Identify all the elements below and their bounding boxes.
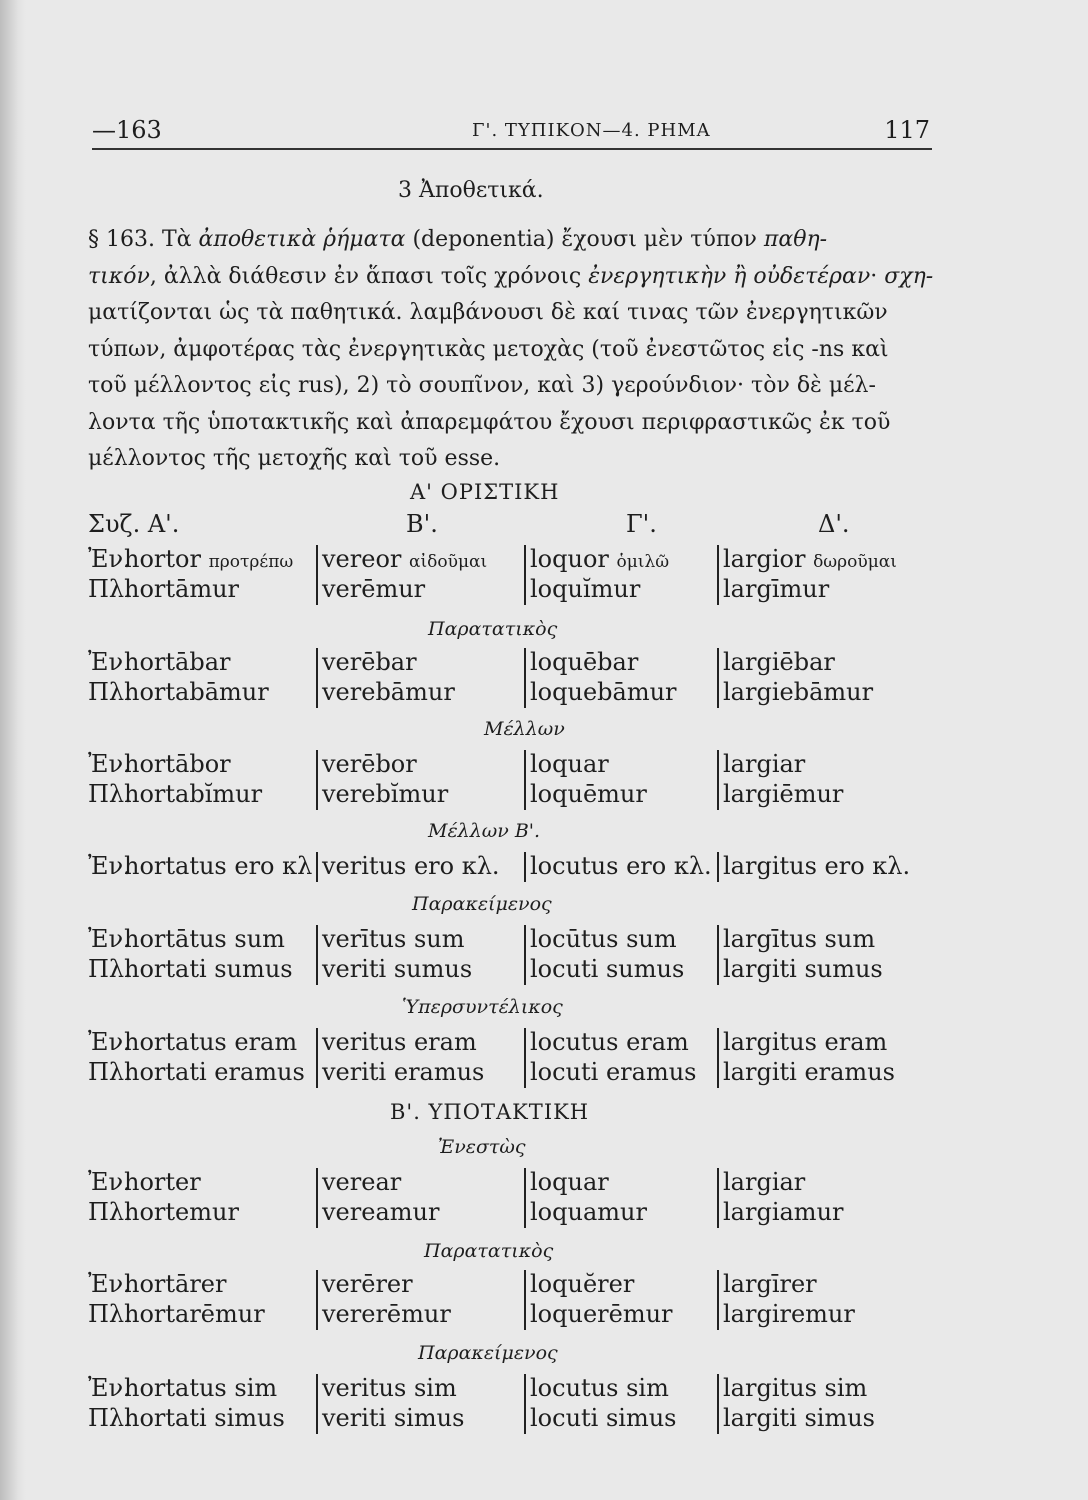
form-conj3: locutus sim [524,1374,669,1404]
form-conj1: hortabĭmur [124,780,263,808]
header-title: Γ'. ΤΥΠΙΚΟΝ—4. ΡΗΜΑ [472,120,711,141]
table-row [88,750,968,780]
tense-heading: Παρακείμενος [412,893,552,915]
mood-heading-subjunctive: Β'. ΥΠΟΤΑΚΤΙΚΗ [390,1100,590,1124]
form-conj1: hortatus ero κλ [124,852,313,880]
table-row [88,648,968,678]
tense-heading: Παρατατικὸς [428,618,558,640]
number-label: Πλ. [88,955,132,983]
form-conj3: locuti eramus [524,1058,697,1088]
table-row [88,575,968,605]
paragraph-line: τικόν, ἀλλὰ διάθεσιν ἐν ἅπασι τοῖς χρόνοις ἐνεργητικὴν ἢ οὐδετέραν· σχη- [88,263,934,289]
form-conj1: hortāmur [124,575,240,603]
form-conj1: hortati sumus [124,955,293,983]
page-number: 117 [884,116,930,144]
form-conj3: loquebāmur [524,678,677,708]
form-conj2: verear [316,1168,401,1198]
form-conj1: hortabāmur [124,678,269,706]
number-label: Ἐν. [88,545,131,573]
form-conj2: verēmur [316,575,425,605]
tense-heading: Ὑπερσυντέλικος [402,996,563,1018]
table-row [88,545,968,575]
form-conj1: horter [124,1168,201,1196]
form-conj2: verebĭmur [316,780,448,810]
form-conj4: largīmur [717,575,829,605]
number-label: Πλ. [88,1404,132,1432]
paragraph-line: ματίζονται ὡς τὰ παθητικά. λαμβάνουσι δὲ καί τινας τῶν ἐνεργητικῶν [88,300,888,325]
form-conj3: locūtus sum [524,925,677,955]
table-row [88,1300,968,1330]
form-conj1: hortatus eram [124,1028,298,1056]
form-conj2: veriti simus [316,1404,464,1434]
form-conj3: locutus eram [524,1028,689,1058]
form-conj2: veritus sim [316,1374,457,1404]
form-conj2: veritus eram [316,1028,477,1058]
tense-heading: Μέλλων [484,718,565,740]
form-conj2: veriti sumus [316,955,472,985]
form-conj3: locutus ero κλ. [524,852,712,882]
form-conj4: largitus eram [717,1028,887,1058]
number-label: Ἐν. [88,1028,131,1056]
form-conj4: largiar [717,750,805,780]
form-conj3: locuti sumus [524,955,684,985]
form-conj4: largitus ero κλ. [717,852,910,882]
tense-heading: Μέλλων Β'. [428,820,541,842]
table-row [88,1198,968,1228]
paragraph-line: § 163. Τὰ ἀποθετικὰ ῥήματα (deponentia) ἔχουσι μὲν τύπον παθη- [88,227,828,252]
form-conj4: largiēmur [717,780,843,810]
form-conj3: loquerēmur [524,1300,673,1330]
form-conj4: largiēbar [717,648,835,678]
form-conj4: largitus sim [717,1374,867,1404]
table-row [88,780,968,810]
number-label: Ἐν. [88,750,131,778]
number-label: Ἐν. [88,1168,131,1196]
table-row [88,1404,968,1434]
form-conj2: verērer [316,1270,413,1300]
form-conj1: hortābar [124,648,231,676]
book-spine-shadow [0,0,26,1500]
number-label: Πλ. [88,780,132,808]
header-section-number: —163 [92,116,162,144]
running-header [92,114,932,150]
form-conj2: verītus sum [316,925,465,955]
conj-header-3: Γ'. [626,510,657,538]
form-conj1: hortati simus [124,1404,285,1432]
form-conj1: hortarēmur [124,1300,265,1328]
number-label: Ἐν. [88,852,131,880]
form-conj3: locuti simus [524,1404,677,1434]
form-conj2: vereor αἰδοῦμαι [316,545,487,575]
form-conj2: verēbar [316,648,417,678]
form-conj4: largiti eramus [717,1058,895,1088]
form-conj2: veritus ero κλ. [316,852,500,882]
paragraph-line: λοντα τῆς ὑποτακτικῆς καὶ ἀπαρεμφάτου ἔχουσι περιφραστικῶς ἐκ τοῦ [88,409,891,435]
form-conj1: hortati eramus [124,1058,305,1086]
intro-paragraph [88,222,948,478]
number-label: Ἐν. [88,1270,131,1298]
form-conj2: verebāmur [316,678,455,708]
tense-heading: Παρατατικὸς [424,1240,554,1262]
conj-header-1: Συζ. Α'. [88,510,180,538]
form-conj3: loquar [524,1168,609,1198]
form-conj3: loquēmur [524,780,647,810]
table-row [88,925,968,955]
number-label: Πλ. [88,575,132,603]
table-row [88,1374,968,1404]
form-conj2: vererēmur [316,1300,451,1330]
table-row [88,955,968,985]
table-row [88,1058,968,1088]
form-conj1: hortatus sim [124,1374,278,1402]
paragraph-line: τοῦ μέλλοντος εἰς rus), 2) τὸ σουπῖνον, καὶ 3) γερούνδιον· τὸν δὲ μέλ- [88,373,876,398]
number-label: Πλ. [88,1198,132,1226]
conj-header-2: Β'. [406,510,438,538]
table-row [88,1270,968,1300]
form-conj1: hortor προτρέπω [124,545,294,573]
form-conj3: loquar [524,750,609,780]
conj-header-4: Δ'. [818,510,850,538]
form-conj4: largīrer [717,1270,817,1300]
form-conj2: veriti eramus [316,1058,484,1088]
form-conj1: hortātus sum [124,925,285,953]
form-conj4: largiamur [717,1198,844,1228]
number-label: Πλ. [88,1058,132,1086]
number-label: Ἐν [88,648,124,676]
number-label: Πλ. [88,1300,132,1328]
form-conj3: loquĕrer [524,1270,634,1300]
conjugation-headers [88,510,968,540]
table-row [88,1168,968,1198]
table-row [88,678,968,708]
number-label: Ἐν. [88,1374,131,1402]
form-conj3: loquor ὁμιλῶ [524,545,669,575]
number-label: Ἐν. [88,925,131,953]
paragraph-line: τύπων, ἀμφοτέρας τὰς ἐνεργητικὰς μετοχὰς (τοῦ ἐνεστῶτος εἰς -ns καὶ [88,336,889,362]
form-conj1: hortārer [124,1270,227,1298]
form-conj1: hortābor [124,750,231,778]
form-conj3: loquamur [524,1198,647,1228]
paragraph-line: μέλλοντος τῆς μετοχῆς καὶ τοῦ esse. [88,446,501,471]
form-conj2: verēbor [316,750,417,780]
form-conj3: loquĭmur [524,575,640,605]
table-row [88,1028,968,1058]
number-label: Πλ. [88,678,132,706]
form-conj4: largiti simus [717,1404,875,1434]
table-row [88,852,968,882]
form-conj4: largiar [717,1168,805,1198]
form-conj4: largītus sum [717,925,875,955]
form-conj1: hortemur [124,1198,239,1226]
form-conj4: largiremur [717,1300,855,1330]
tense-heading: Παρακείμενος [418,1342,558,1364]
form-conj4: largiti sumus [717,955,883,985]
form-conj4: largiebāmur [717,678,873,708]
tense-heading: Ἐνεστὼς [438,1136,526,1158]
form-conj2: vereamur [316,1198,439,1228]
section-title: 3 Ἀποθετικά. [398,178,544,203]
form-conj4: largior δωροῦμαι [717,545,897,575]
mood-heading-indicative: Α' ΟΡΙΣΤΙΚΗ [410,480,560,504]
form-conj3: loquēbar [524,648,638,678]
